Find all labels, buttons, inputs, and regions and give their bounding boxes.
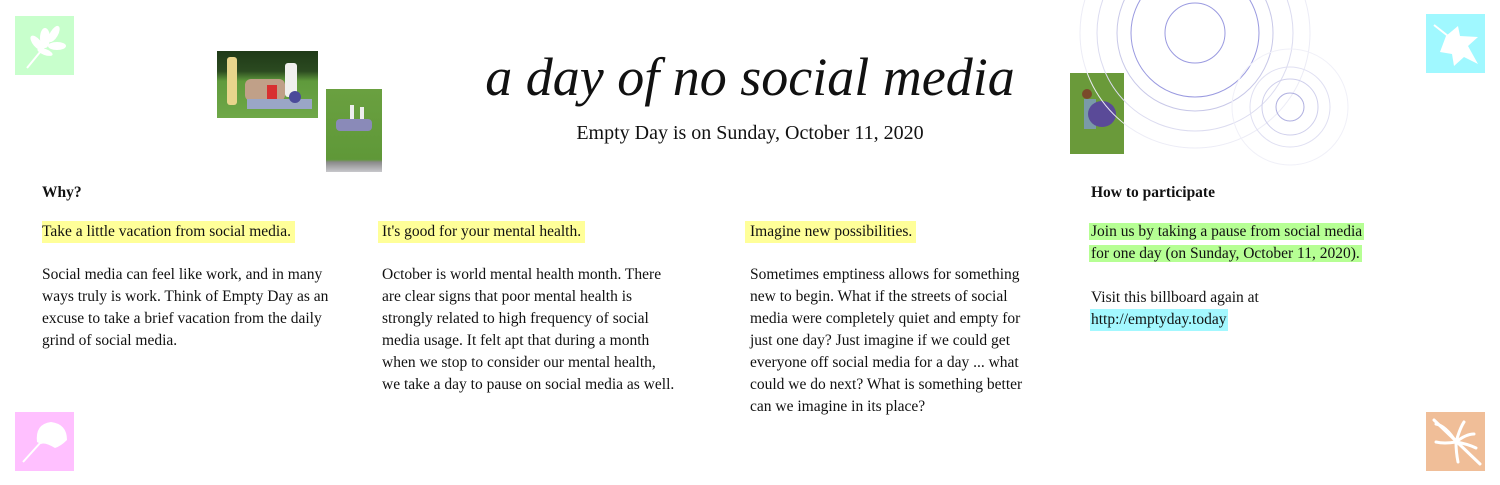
ginkgo-leaf-icon	[15, 412, 74, 471]
reason-3-highlight: Imagine new possibilities.	[745, 221, 916, 243]
event-date-subtitle: Empty Day is on Sunday, October 11, 2020	[576, 122, 924, 144]
emptyday-link[interactable]: http://emptyday.today	[1090, 309, 1228, 331]
reason-1-body: Social media can feel like work, and in many ways truly is work. Think of Empty Day as an excuse to take a brief vacation from the daily grind of social media.	[42, 266, 329, 349]
page-title: a day of no social media	[485, 47, 1015, 107]
participate-heading: How to participate	[1091, 184, 1215, 201]
visit-text: Visit this billboard again at	[1091, 289, 1259, 306]
participate-highlight: Join us by taking a pause from social media for one day (on Sunday, October 11, 2020).	[1091, 223, 1363, 262]
reason-1-highlight: Take a little vacation from social media.	[42, 221, 295, 243]
reason-2-body: October is world mental health month. There are clear signs that poor mental health is strongly related to high frequency of social media usage. It felt apt that during a month when we stop to consider our mental health, we take a day to pause on social media as well.	[382, 266, 675, 393]
why-heading: Why?	[42, 184, 82, 201]
palm-leaf-icon	[1426, 412, 1485, 471]
reason-2-highlight: It's good for your mental health.	[378, 221, 585, 243]
reason-3-body: Sometimes emptiness allows for something new to begin. What if the streets of social media were completely quiet and empty for just one day? Just imagine if we could get everyone off social media for a day ... what could we do next? What is something better can we imagine in its place?	[750, 266, 1023, 415]
